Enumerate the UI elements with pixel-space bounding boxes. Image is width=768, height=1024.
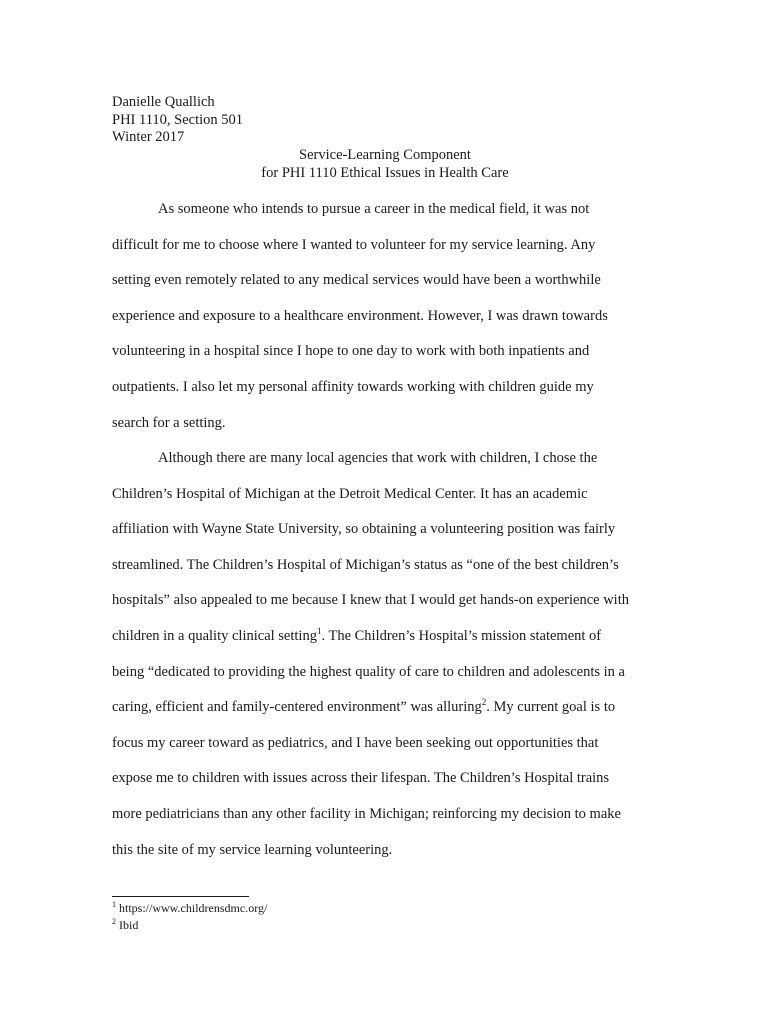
footnote-2 [112,917,267,934]
paragraph-2-part-3: . My current goal is to focus my career toward as pediatrics, and I have been seeking out opportunities that expose me to children with issues across their lifespan. The Children’s Hospital trains more pediatricians than any other facility in Michigan; reinforcing my decision to make this the site of my service learning volunteering. [112,699,621,858]
course-section: PHI 1110, Section 501 [112,111,244,128]
paragraph-text: As someone who intends to pursue a career in the medical field, it was not difficult for me to choose where I wanted to volunteer for my service learning. Any setting even remotely related to any medical services would have been a worthwhile experience and exposure to a healthcare environment. However, I was drawn towards volunteering in a hospital since I hope to one day to work with both inpatients and outpatients. I also let my personal affinity towards working with children guide my search for a setting. [112,201,608,431]
body-paragraph-2 [112,441,632,868]
paragraph-2-part-1: Although there are many local agencies that work with children, I chose the Children’s Hospital of Michigan at the Detroit Medical Center. It has an academic affiliation with Wayne State University, so obtaining a volunteering position was fairly streamlined. The Children’s Hospital of Michigan’s status as “one of the best children’s hospitals” also appealed to me because I knew that I would get hands-on experience with children in a quality clinical setting [112,450,629,644]
footnotes [112,900,267,934]
title-line-2: for PHI 1110 Ethical Issues in Health Care [261,164,509,181]
footnote-number: 1 [112,900,116,909]
footnote-text: https://www.childrensdmc.org/ [116,901,268,915]
paragraph-2-part-2: . The Children’s Hospital’s mission statement of being “dedicated to providing the highest quality of care to children and adolescents in a caring, efficient and family-centered environment” was alluring [112,627,625,716]
footnote-reference-2: 2 [481,697,487,708]
paragraph-text [112,441,632,868]
document-title [112,147,658,182]
footnote-number: 2 [112,917,116,926]
term: Winter 2017 [112,129,185,145]
footnote-text: Ibid [116,918,139,932]
footnote-reference-1: 1 [316,626,322,637]
footnote-1 [112,900,267,917]
document-header [112,94,243,147]
author-name: Danielle Quallich [112,94,215,110]
footnote-divider [112,896,249,897]
title-line-1: Service-Learning Component [299,147,471,163]
body-paragraph-1 [112,192,632,441]
